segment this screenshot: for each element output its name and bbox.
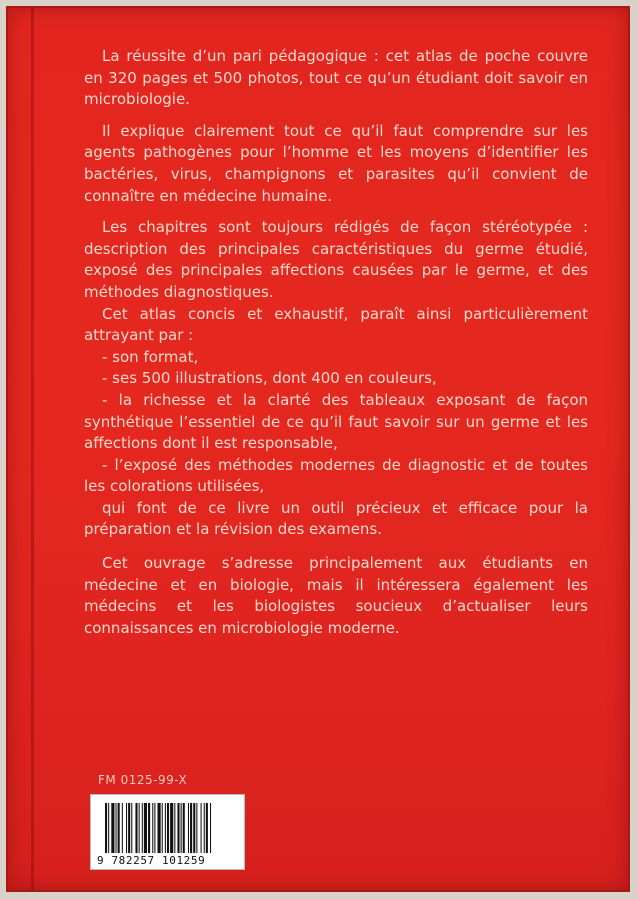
paragraph-summary: La réussite d’un pari pédagogique : cet atlas de poche couvre en 320 pages et 500 photos, tout ce qu’un étudiant doit savoir en microbiologie. (84, 47, 588, 109)
barcode-bar (165, 803, 166, 853)
barcode-bar (170, 803, 173, 853)
paragraph-audience: Cet ouvrage s’adresse principalement aux étudiants en médecine et en biologie, mais il intéressera également les médecins et les biologistes soucieux d’actualiser leurs connaissances en microbiologie moderne. (84, 554, 588, 637)
barcode-bar (206, 803, 208, 853)
barcode-bar (210, 803, 211, 853)
barcode-bar (144, 803, 147, 853)
barcode-bar (152, 803, 153, 853)
list-item: - l’exposé des méthodes modernes de diagnostic et de toutes les colorations utilisées, (84, 455, 588, 496)
barcode-bar (188, 803, 189, 853)
back-cover-text (84, 46, 588, 649)
barcode-bar (181, 803, 182, 853)
barcode-bar (196, 803, 197, 853)
barcode-bar (116, 803, 117, 853)
barcode-bar (154, 803, 155, 853)
barcode-bar (148, 803, 150, 853)
barcode-bar (162, 803, 163, 853)
barcode-bar (193, 803, 195, 853)
barcode-bar (204, 803, 205, 853)
list-item: - la richesse et la clarté des tableaux exposant de façon synthétique l’essentiel de ce qu’il faut savoir sur un germe et les affections dont il est responsable, (84, 390, 588, 453)
barcode-number: 9 782257 101259 (97, 854, 206, 867)
barcode-bar (135, 803, 137, 853)
barcode-bar (131, 803, 132, 853)
barcode-bar (177, 803, 179, 853)
paragraph-intro: Cet atlas concis et exhaustif, paraît ainsi particulièrement attrayant par : (84, 304, 588, 345)
list-item: - son format, (102, 347, 199, 366)
barcode-bar (111, 803, 114, 853)
barcode-bar (183, 803, 185, 853)
paragraph-chapters: Les chapitres sont toujours rédigés de façon stéréotypée : description des principales caractéristiques du germe étudié, exposé des principales affections causées par le germe, et des méthodes diagnostiques. (84, 218, 588, 301)
product-code: FM 0125-99-X (98, 773, 188, 787)
barcode-bar (122, 803, 123, 853)
barcode-bar (190, 803, 192, 853)
barcode-bar (167, 803, 169, 853)
barcode-bar (201, 803, 202, 853)
list-item: - ses 500 illustrations, dont 400 en couleurs, (102, 369, 437, 388)
barcode-bar (126, 803, 127, 853)
barcode-bar (105, 803, 107, 853)
barcode-bar (118, 803, 120, 853)
barcode (90, 794, 245, 870)
barcode-bar (108, 803, 109, 853)
paragraph-conclusion: qui font de ce livre un outil précieux et efficace pour la préparation et la révision des examens. (84, 498, 588, 539)
barcode-bar (174, 803, 175, 853)
spine-crease (31, 8, 34, 890)
barcode-bar (128, 803, 130, 853)
barcode-bar (142, 803, 143, 853)
paragraph-content: Il explique clairement tout ce qu’il faut comprendre sur les agents pathogènes pour l’homme et les moyens d’identifier les bactéries, virus, champignons et parasites qu’il convient de connaître en médecine humaine. (84, 121, 588, 205)
back-cover (6, 6, 630, 892)
barcode-bar (158, 803, 161, 853)
barcode-bar (139, 803, 140, 853)
